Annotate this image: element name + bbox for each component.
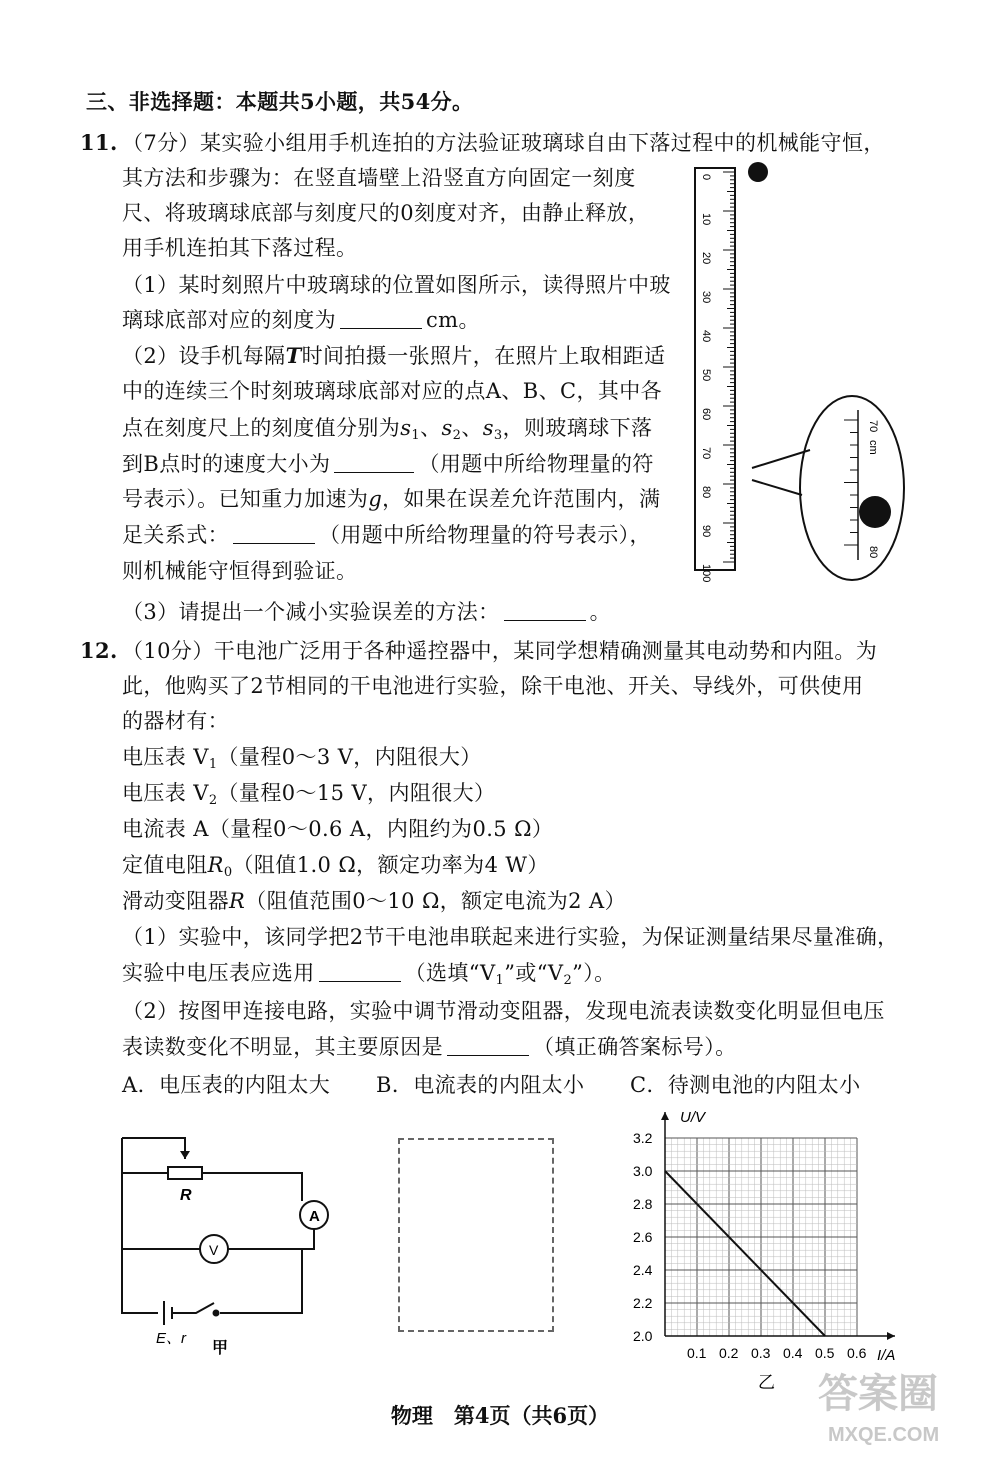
x-tick-label: 0.1 [687,1345,707,1361]
x-tick-label: 0.3 [751,1345,771,1361]
q12-r0 [122,850,549,888]
q12-line2: 此，他购买了2节相同的干电池进行实验，除干电池、开关、导线外，可供使用 [122,674,864,698]
q11-p1-unit: cm。 [426,308,480,332]
wire [302,1229,314,1249]
sub-2: 2 [208,793,218,808]
symbol-R: R [229,889,246,913]
sub-1: 1 [411,428,421,443]
q11-p2-line7: 则机械能守恒得到验证。 [122,559,358,583]
symbol-s: s [441,416,453,440]
q11-p2-text-a: （2）设手机每隔 [122,344,286,368]
answer-blank-3[interactable] [233,523,315,544]
q11-line2: 其方法和步骤为：在竖直墙壁上沿竖直方向固定一刻度 [122,166,636,190]
symbol-g: g [368,487,383,511]
q12-p1-text: ”）。 [572,961,616,985]
x-axis-label: I/A [877,1347,896,1364]
sep: 、 [420,416,442,440]
q11-line1: （7分）某实验小组用手机连拍的方法验证玻璃球自由下落过程中的机械能守恒， [122,131,885,155]
q11-p2-text-b: ，则玻璃球下落 [502,416,653,440]
answer-blank-6[interactable] [447,1035,529,1056]
section-title: 三、非选择题：本题共5小题，共54分。 [86,89,474,114]
q12-p1-line2 [122,958,616,996]
q12-p2-line2 [122,1032,737,1062]
x-tick-label: 0.6 [847,1345,867,1361]
q12-p2-text: 表读数变化不明显，其主要原因是 [122,1035,443,1059]
rheostat-label: 滑动变阻器 [122,889,229,913]
x-axis-arrow-icon [887,1332,895,1340]
circuit-caption: 甲 [212,1340,229,1357]
option-b: B．电流表的内阻太小 [376,1073,585,1097]
y-tick-label: 2.0 [633,1328,653,1344]
y-tick-label: 3.2 [633,1130,653,1146]
q11-p2-text: （用题中所给物理量的符 [418,452,654,476]
q12-p2-line1: （2）按图甲连接电路，实验中调节滑动变阻器，发现电流表读数变化明显但电压 [122,999,885,1023]
symbol-s: s [482,416,494,440]
sub-3: 3 [493,428,503,443]
ball-zoomed-icon [859,496,891,528]
wire [220,1249,302,1313]
v1-label: 电压表 V [122,745,209,769]
ruler-label: 30 [700,291,712,304]
zoom-label-unit: cm [867,440,879,455]
ruler-figure [680,150,910,590]
q11-p2-line5 [122,484,660,514]
sub-1: 1 [495,973,505,988]
sub-2: 2 [452,428,462,443]
q11-p3-end: 。 [589,600,611,624]
rheostat-spec: （阻值范围0～10 Ω，额定电流为2 A） [245,889,626,913]
symbol-s: s [400,416,412,440]
graph-caption: 乙 [758,1373,775,1392]
q12-line1: （10分）干电池广泛用于各种遥控器中，某同学想精确测量其电动势和内阻。为 [122,639,878,663]
sub-2: 2 [563,973,573,988]
label-R: R [180,1187,192,1204]
symbol-R: R [207,853,224,877]
ruler-label: 50 [700,369,712,382]
y-tick-label: 2.8 [633,1196,653,1212]
q11-number: 11. [80,130,118,155]
answer-blank-2[interactable] [334,452,414,473]
q11-p3-text: （3）请提出一个减小实验误差的方法： [122,600,500,624]
y-tick-label: 2.2 [633,1295,653,1311]
q12-rheostat [122,886,626,916]
option-c: C．待测电池的内阻太小 [630,1073,861,1097]
left-wire [122,1138,158,1313]
rheostat-icon [168,1167,202,1179]
r0-spec: （阻值1.0 Ω，额定功率为4 W） [232,853,549,877]
v1-spec: （量程0～3 V，内阻很大） [217,745,482,769]
switch-contact [214,1311,219,1316]
q12-ammeter: 电流表 A（量程0～0.6 A，内阻约为0.5 Ω） [122,817,554,841]
circuit-diagram [110,1125,350,1365]
ruler-label: 10 [700,213,712,226]
answer-drawing-box[interactable] [398,1138,554,1332]
y-tick-label: 2.4 [633,1262,653,1278]
x-tick-label: 0.2 [719,1345,739,1361]
ruler-label: 80 [700,486,712,499]
q11-p1-line1: （1）某时刻照片中玻璃球的位置如图所示，读得照片中玻 [122,273,671,297]
q11-p2-line6 [122,520,651,550]
ruler-label: 70 [700,447,712,460]
x-tick-label: 0.4 [783,1345,803,1361]
q11-p2-text: 号表示）。已知重力加速为 [122,487,369,511]
y-tick-label: 3.0 [633,1163,653,1179]
q11-p2-text: ，如果在误差允许范围内，满 [382,487,661,511]
zoom-label-70: 70 [867,420,879,433]
ruler-label: 20 [700,252,712,265]
sub-0: 0 [223,865,233,880]
battery-icon [164,1301,172,1325]
ball-icon [748,162,768,182]
q12-number: 12. [80,638,118,663]
switch-icon [172,1303,214,1313]
label-V: V [209,1242,219,1258]
answer-blank-1[interactable] [340,308,422,329]
zoom-label-80: 80 [867,546,879,559]
y-axis-label: U/V [680,1109,706,1126]
wire [202,1173,302,1201]
x-tick-label: 0.5 [815,1345,835,1361]
label-Er: E、r [156,1330,187,1347]
sub-1: 1 [208,757,218,772]
q11-p2-line3 [122,413,652,451]
q11-p2-text: 到B点时的速度大小为 [122,452,331,476]
q11-line3: 尺、将玻璃球底部与刻度尺的0刻度对齐，由静止释放， [122,201,650,225]
q12-p1-line1: （1）实验中，该同学把2节干电池串联起来进行实验，为保证测量结果尽量准确， [122,925,899,949]
q11-p2-text: （用题中所给物理量的符号表示）， [319,523,651,547]
r0-label: 定值电阻 [122,853,208,877]
page-footer: 物理 第4页（共6页） [390,1403,610,1428]
zoom-circle [800,396,904,580]
q12-v1 [122,742,482,780]
q12-p1-text: ”或“V [504,961,564,985]
answer-blank-5[interactable] [319,961,401,982]
q11-p2-text: 点在刻度尺上的刻度值分别为 [122,416,401,440]
q11-p2-text: 足关系式： [122,523,229,547]
ruler-label: 60 [700,408,712,421]
sep: 、 [461,416,483,440]
watermark-url: MXQE.COM [828,1424,940,1446]
q11-p2-line4 [122,449,654,479]
option-a: A．电压表的内阻太大 [122,1073,331,1097]
v2-label: 电压表 V [122,781,209,805]
q12-p1-text: （选填“V [404,961,496,985]
q12-v2 [122,778,495,816]
ruler-label: 100 [700,564,712,583]
y-axis-arrow-icon [661,1112,669,1120]
slider-wire [122,1138,185,1159]
q11-p2-line2: 中的连续三个时刻玻璃球底部对应的点A、B、C，其中各 [122,379,663,403]
q11-p2-line1 [122,341,665,371]
ruler-label: 40 [700,330,712,343]
ruler-label: 90 [700,525,712,538]
q11-p1-line2 [122,305,480,335]
q11-line4: 用手机连拍其下落过程。 [122,236,358,260]
q12-line3: 的器材有： [122,709,229,733]
series-line [665,1171,825,1336]
q12-p1-text: 实验中电压表应选用 [122,961,315,985]
q11-p2-text-c: 时间拍摄一张照片，在照片上取相距适 [301,344,666,368]
ruler-label: 0 [700,174,712,181]
symbol-T: T [285,343,302,368]
q11-p1-text: 璃球底部对应的刻度为 [122,308,336,332]
watermark-logo [810,1355,960,1455]
label-A: A [309,1208,320,1225]
slider-arrow-icon [180,1151,190,1159]
v2-spec: （量程0～15 V，内阻很大） [217,781,496,805]
watermark-text: 答案圈 [818,1372,938,1416]
q11-p3 [122,597,611,627]
y-tick-label: 2.6 [633,1229,653,1245]
answer-blank-4[interactable] [504,600,586,621]
q12-p2-text: （填正确答案标号）。 [533,1035,737,1059]
